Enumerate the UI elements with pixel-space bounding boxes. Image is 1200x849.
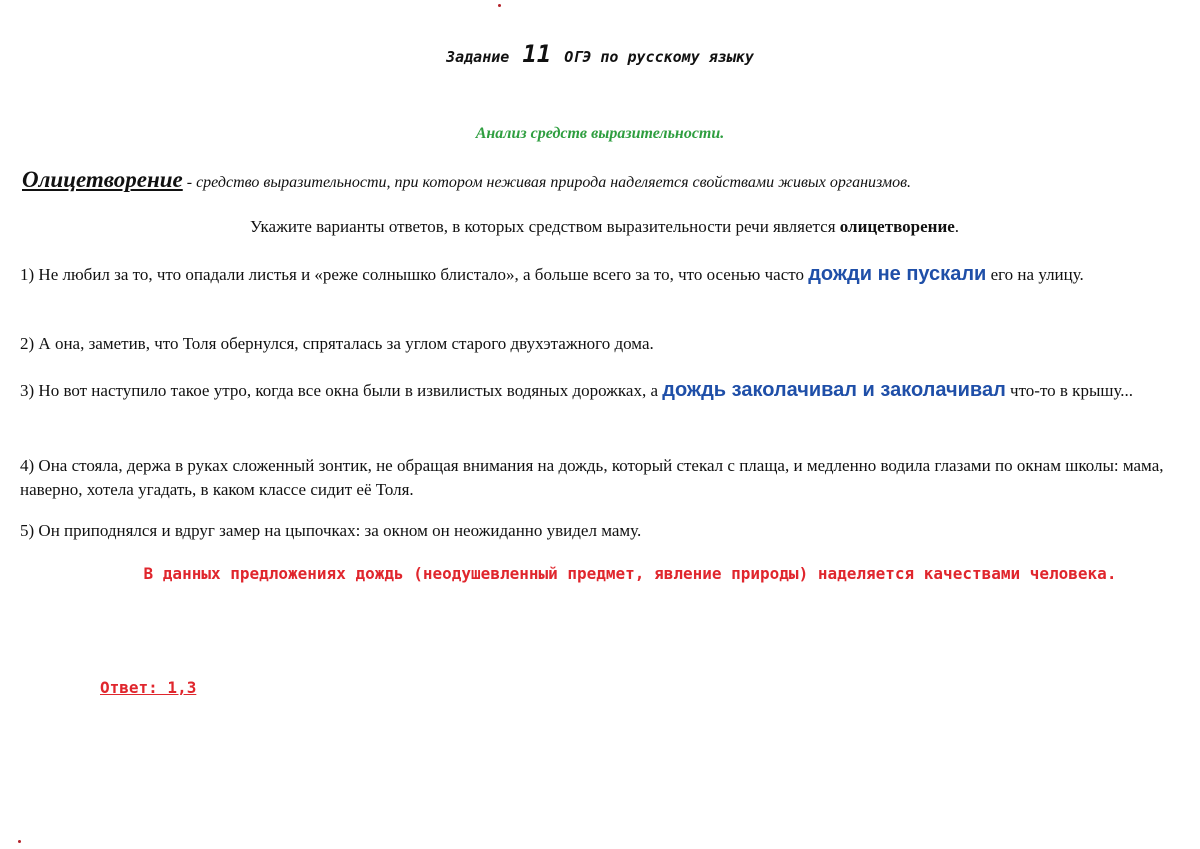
page-title (0, 40, 1200, 68)
scan-speck (18, 840, 21, 843)
option-text: 3) Но вот наступило такое утро, когда все окна были в извилистых водяных дорожках, а (20, 381, 663, 400)
definition-text: - средство выразительности, при котором неживая природа наделяется свойствами живых организмов. (182, 174, 912, 191)
answer-option-2 (20, 332, 1180, 356)
option-text-end: что-то в крышу... (1005, 381, 1133, 400)
definition-term: Олицетворение (22, 167, 183, 192)
instruction-end: . (954, 217, 960, 236)
option-text: 2) А она, заметив, что Толя обернулся, спряталась за углом старого двухэтажного дома. (20, 334, 654, 353)
option-text-end: его на улицу. (986, 265, 1084, 284)
option-highlight: дождь заколачивал и заколачивал (662, 379, 1006, 401)
title-prefix: Задание (446, 48, 510, 66)
scan-speck (498, 4, 501, 7)
option-text: 1) Не любил за то, что опадали листья и «реже солнышко блистало», а больше всего за то, что осенью часто (20, 265, 809, 284)
instruction-keyword: олицетворение (839, 217, 955, 236)
option-text: 4) Она стояла, держа в руках сложенный зонтик, не обращая внимания на дождь, который стекал с плаща, и медленно водила глазами по окнам школы: мама, наверно, хотела угадать, в каком классе сидит её Толя. (20, 456, 1164, 499)
task-number: 11 (522, 40, 552, 68)
answer-option-5 (20, 519, 1180, 543)
answer-option-1 (20, 262, 1180, 287)
option-highlight: дожди не пускали (808, 263, 987, 285)
title-suffix: ОГЭ по русскому языку (564, 48, 754, 66)
answer-line: Ответ: 1,3 (100, 678, 197, 697)
section-subtitle: Анализ средств выразительности. (475, 125, 725, 142)
option-text: 5) Он приподнялся и вдруг замер на цыпочках: за окном он неожиданно увидел маму. (20, 521, 642, 540)
definition (22, 167, 1182, 193)
task-instruction (250, 217, 959, 237)
instruction-text: Укажите варианты ответов, в которых средством выразительности речи является (250, 217, 840, 236)
answer-option-3 (20, 378, 1180, 403)
answer-option-4 (20, 454, 1180, 502)
explanation-note: В данных предложениях дождь (неодушевленный предмет, явление природы) наделяется качествами человека. (143, 564, 1117, 583)
